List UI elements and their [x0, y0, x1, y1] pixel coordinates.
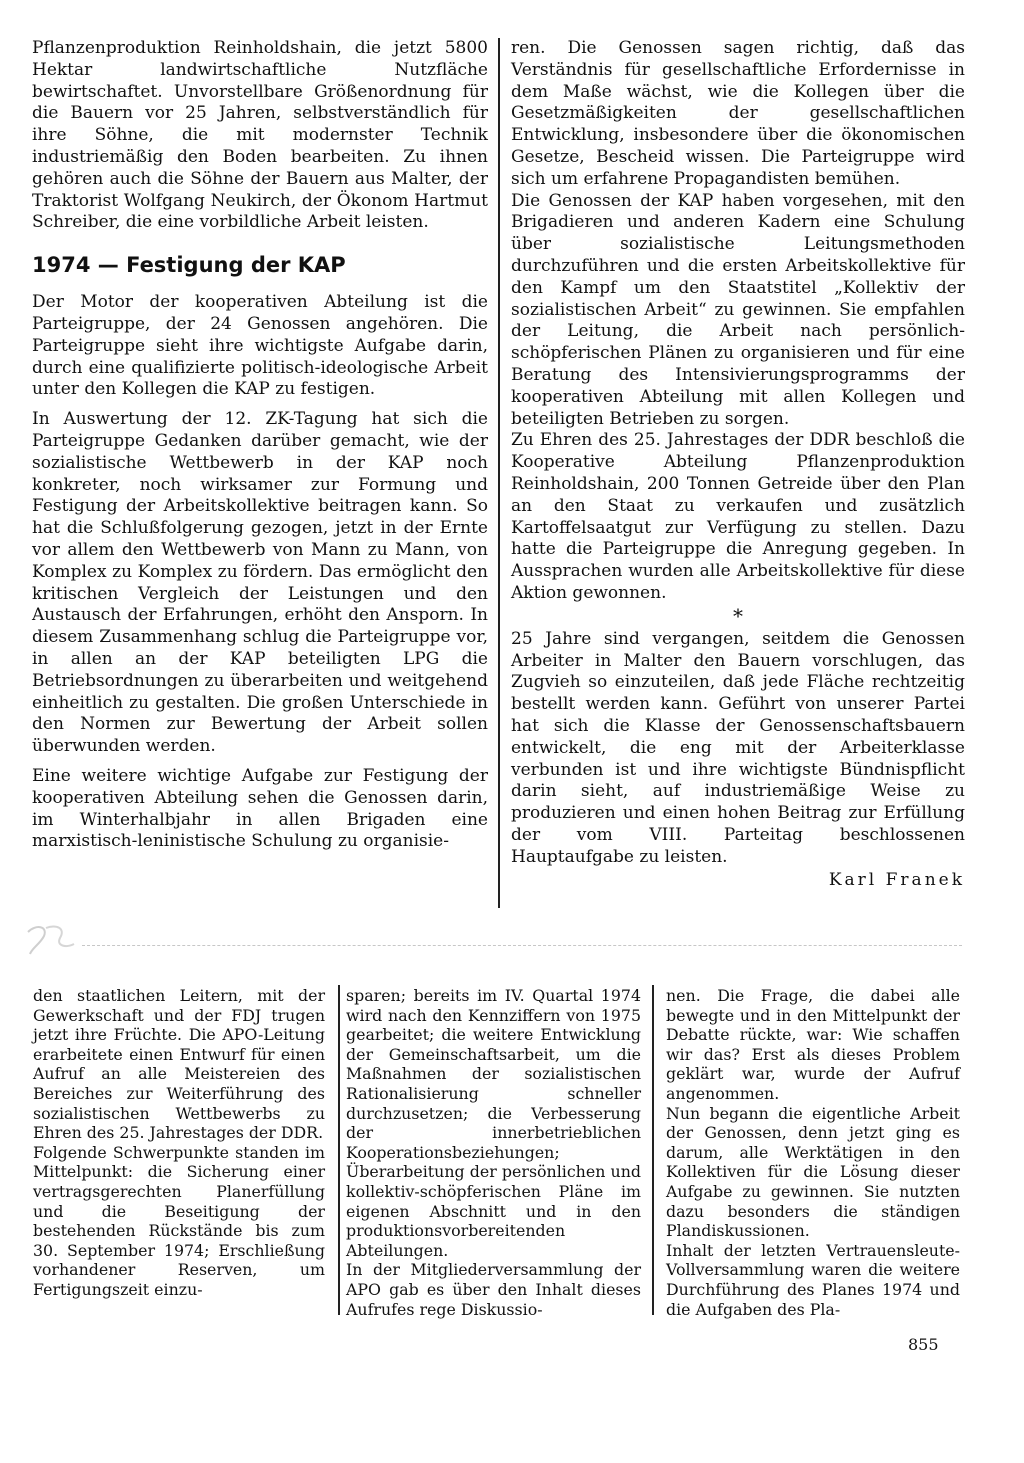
page-number: 855	[908, 1335, 939, 1354]
lower-column-1	[33, 986, 325, 1300]
intro-paragraph: Pflanzenproduktion Reinholdshain, die jetzt 5800 Hektar landwirtschaftliche Nutzfläche bewirtschaftet. Unvorstellbare Größenordnung für die Bauern vor 25 Jahren, selbstverständlich für ihre Söhne, die mit modernster Technik industriemäßig den Boden bearbeiten. Zu ihnen gehören auch die Söhne der Bauern aus Malter, der Traktorist Wolfgang Neukirch, der Ökonom Hartmut Schreiber, die eine vorbildliche Arbeit leisten.	[32, 38, 488, 233]
upper-left-column	[32, 38, 488, 861]
body-paragraph: Nun begann die eigentliche Arbeit der Genossen, denn jetzt ging es darum, alle Werktätigen in den Kollektiven für die Lösung dieser Aufgabe zu gewinnen. Sie nutzten dazu besonders die ständigen Plandiskussionen.	[666, 1103, 960, 1241]
column-divider	[652, 985, 654, 1315]
author-signature: Karl Franek	[828, 870, 965, 891]
closing-paragraph: 25 Jahre sind vergangen, seitdem die Genossen Arbeiter in Malter den Bauern vorschlugen, das Zugvieh so einzuteilen, daß jede Fläche rechtzeitig bestellt werden kann. Geführt von unserer Partei hat sich die Klasse der Genossenschaftsbauern entwickelt, die eng mit der Arbeiterklasse verbunden ist und ihre wichtigste Bündnispflicht darin sieht, auf industriemäßige Weise zu produzieren und einen hohen Beitrag zur Erfüllung der vom VIII. Parteitag beschlossenen Hauptaufgabe zu leisten.	[511, 628, 965, 867]
lower-column-3	[666, 986, 960, 1319]
body-paragraph: ren. Die Genossen sagen richtig, daß das Verständnis für gesellschaftliche Erfordernisse in dem Maße wächst, wie die Kollegen über die Gesetzmäßigkeiten der gesellschaftlichen Entwicklung, insbesondere über die ökonomischen Gesetze, Bescheid wissen. Die Parteigruppe wird sich um erfahrene Propagandisten bemühen.	[511, 38, 965, 189]
body-paragraph: In der Mitgliederversammlung der APO gab es über den Inhalt dieses Aufrufes rege Diskussio-	[346, 1260, 641, 1319]
section-separator: *	[733, 603, 743, 628]
body-paragraph: Eine weitere wichtige Aufgabe zur Festigung der kooperativen Abteilung sehen die Genossen darin, im Winterhalbjahr in allen Brigaden eine marxistisch-leninistische Schulung zu organisie-	[32, 765, 488, 852]
section-heading: 1974 — Festigung der KAP	[32, 253, 346, 278]
upper-right-column	[511, 38, 965, 892]
column-divider	[338, 985, 340, 1315]
lower-column-2	[346, 986, 641, 1319]
column-divider	[498, 38, 500, 908]
body-paragraph: Die Genossen der KAP haben vorgesehen, mit den Brigadieren und anderen Kadern eine Schulung über sozialistische Leitungsmethoden durchzuführen und die ersten Arbeitskollektive für den Kampf um den Staatstitel „Kollektiv der sozialistischen Arbeit“ zu gewinnen. Sie empfahlen der Leitung, die Arbeit nach persönlich-schöpferischen Plänen zu organisieren und für eine Beratung des Intensivierungsprogramms der kooperativen Abteilung mit allen Kollegen und beteiligten Betrieben zu sorgen.	[511, 190, 965, 429]
pencil-scribble-mark	[22, 918, 82, 958]
body-paragraph: In Auswertung der 12. ZK-Tagung hat sich die Parteigruppe Gedanken darüber gemacht, wie der sozialistische Wettbewerb in der KAP noch konkreter, noch wirksamer zur Formung und Festigung der Arbeitskollektive beitragen kann. So hat die Schlußfolgerung gezogen, jetzt in der Ernte vor allem den Wettbewerb von Mann zu Mann, von Komplex zu Komplex zu fördern. Das ermöglicht den kritischen Vergleich der Leistungen und den Austausch der Erfahrungen, erhöht den Ansporn. In diesem Zusammenhang schlug die Parteigruppe vor, in allen an der KAP beteiligten LPG die Betriebsordnungen zu überarbeiten und weitgehend einheitlich zu gestalten. Die großen Unterschiede in den Normen zur Bewertung der Arbeit sollen überwunden werden.	[32, 409, 488, 757]
body-paragraph: Folgende Schwerpunkte standen im Mittelpunkt: die Sicherung einer vertragsgerechten Planerfüllung und die Beseitigung der bestehenden Rückstände bis zum 30. September 1974; Erschließung vorhandener Reserven, um Fertigungszeit einzu-	[33, 1142, 325, 1299]
body-paragraph: den staatlichen Leitern, mit der Gewerkschaft und der FDJ trugen jetzt ihre Früchte. Die APO-Leitung erarbeitete einen Entwurf für einen Aufruf an alle Meistereien des Bereiches zur Weiterführung des sozialistischen Wettbewerbs zu Ehren des 25. Jahrestages der DDR.	[33, 986, 325, 1143]
body-paragraph: Zu Ehren des 25. Jahrestages der DDR beschloß die Kooperative Abteilung Pflanzenproduktion Reinholdshain, 200 Tonnen Getreide über den Plan an den Staat zu verkaufen und zusätzlich Kartoffelsaatgut zur Verfügung zu stellen. Dazu hatte die Parteigruppe die Anregung gegeben. In Aussprachen wurden alle Arbeitskollektive für diese Aktion gewonnen.	[511, 430, 965, 603]
body-paragraph: Der Motor der kooperativen Abteilung ist die Parteigruppe, der 24 Genossen angehören. Die Parteigruppe sieht ihre wichtigste Aufgabe darin, durch eine qualifizierte politisch-ideologische Arbeit unter den Kollegen die KAP zu festigen.	[32, 292, 488, 400]
body-paragraph: Inhalt der letzten Vertrauensleute-Vollversammlung waren die weitere Durchführung des Planes 1974 und die Aufgaben des Pla-	[666, 1240, 960, 1319]
fold-line	[82, 945, 962, 946]
body-paragraph: nen. Die Frage, die dabei alle bewegte und in den Mittelpunkt der Debatte rückte, war: Wie schaffen wir das? Erst als dieses Problem geklärt war, wurde der Aufruf angenommen.	[666, 986, 960, 1103]
body-paragraph: sparen; bereits im IV. Quartal 1974 wird nach den Kennziffern von 1975 gearbeitet; die weitere Entwicklung der Gemeinschaftsarbeit, um die Maßnahmen der sozialistischen Rationalisierung schneller durchzusetzen; die Verbesserung der innerbetrieblichen Kooperationsbeziehungen; Überarbeitung der persönlichen und kollektiv-schöpferischen Pläne im eigenen Abschnitt und in den produktionsvorbereitenden Abteilungen.	[346, 986, 641, 1260]
